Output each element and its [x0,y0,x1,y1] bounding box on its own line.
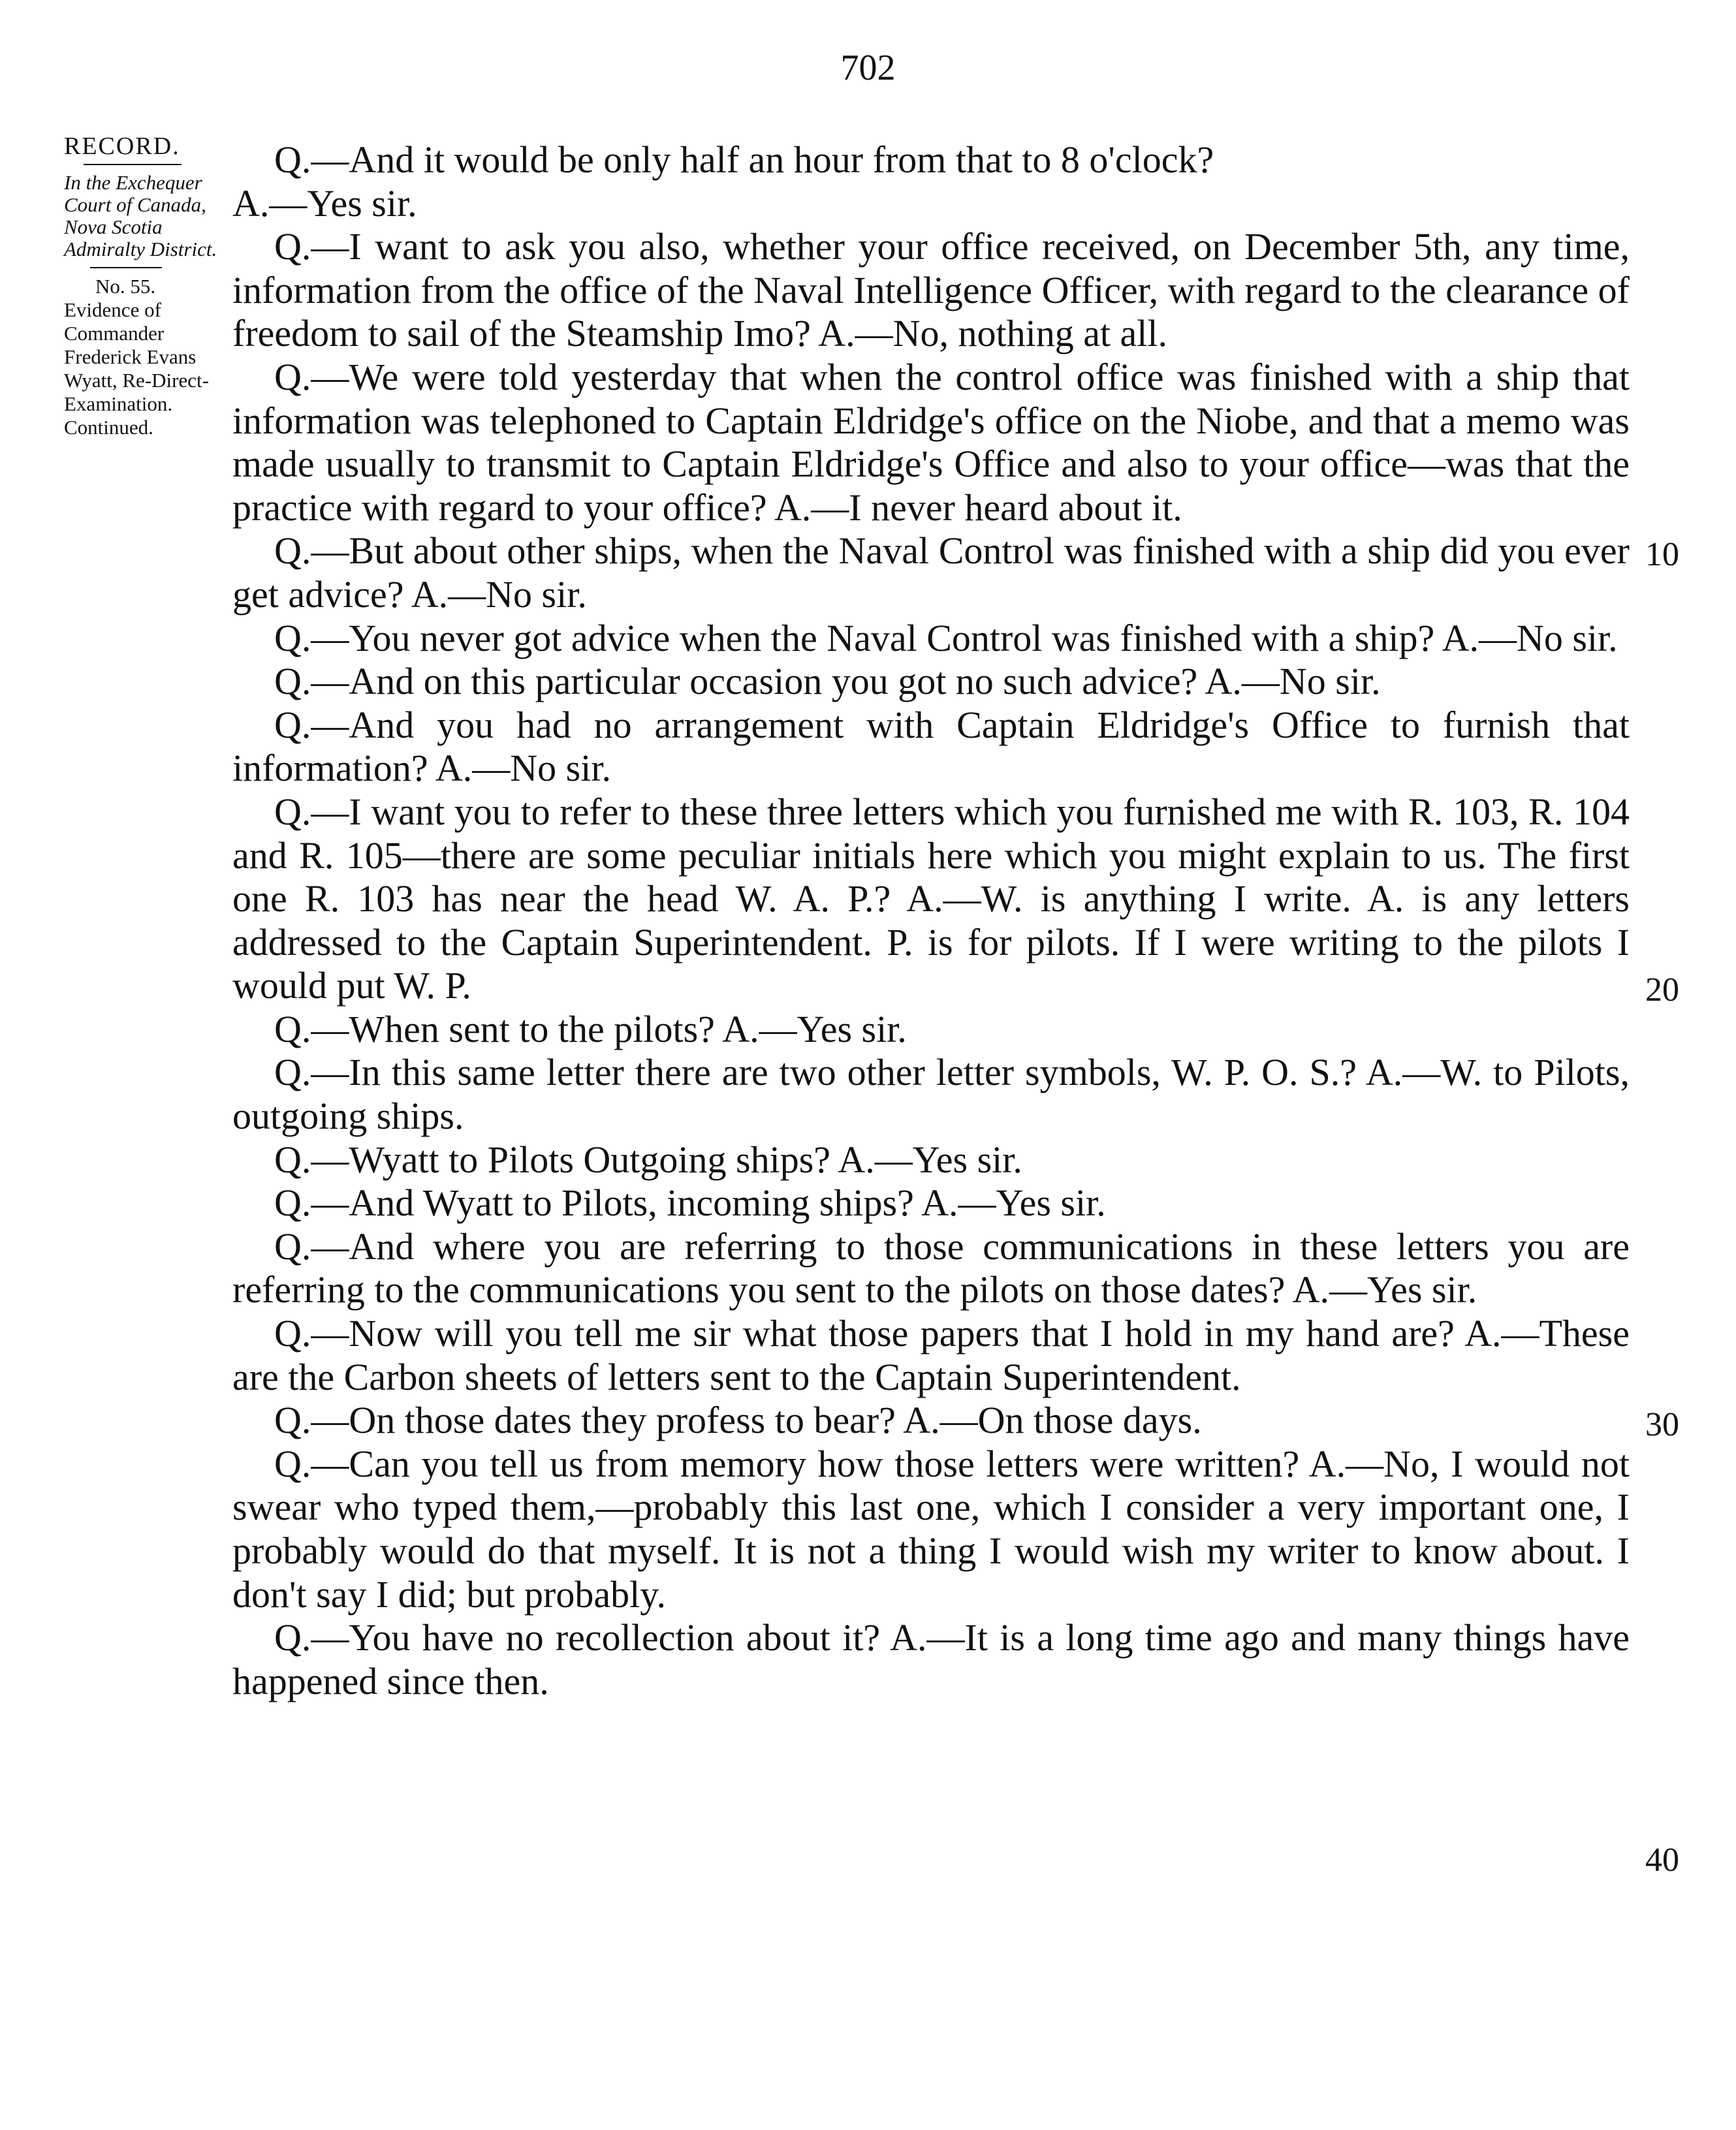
paragraph: Q.—And on this particular occasion you got no such advice? A.—No sir. [274,660,1381,703]
paragraph: Q.—But about other ships, when the Naval Control was finished with a ship did you ever get advice? A.—No sir. [232,529,1630,616]
paragraph: Q.—And Wyatt to Pilots, incoming ships? A.—Yes sir. [274,1182,1106,1225]
paragraph: Q.—We were told yesterday that when the control office was finished with a ship that information was telephoned to Captain Eldridge's office on the Niobe, and that a memo was made usually to transmit to Captain Eldridge's Office and also to your office—was that the practice with regard to your office? A.—I never heard about it. [232,355,1630,529]
paragraph: Q.—I want you to refer to these three letters which you furnished me with R. 103, R. 104 and R. 105—there are some peculiar initials here which you might explain to us. The first one R. 103 has near the head W. A. P.? A.—W. is anything I write. A. is any letters addressed to the Captain Superintendent. P. is for pilots. If I were writing to the pilots I would put W. P. [232,790,1630,1007]
line-number: 20 [1645,971,1679,1009]
exhibit-number: No. 55. [95,275,156,298]
paragraph: Q.—You never got advice when the Naval Control was finished with a ship? A.—No sir. [274,616,1618,659]
testimony-text [232,138,1630,1703]
paragraph: Q.—Can you tell us from memory how those letters were written? A.—No, I would not swear who typed them,—probably this last one, which I consider a very important one, I probably would do that myself. It is not a thing I would wish my writer to know about. I don't say I did; but probably. [232,1442,1630,1616]
line-number: 30 [1645,1406,1679,1443]
margin-sidenote [64,134,240,439]
paragraph: Q.—Wyatt to Pilots Outgoing ships? A.—Yes sir. [274,1138,1022,1181]
paragraph: Q.—Now will you tell me sir what those papers that I hold in my hand are? A.—These are the Carbon sheets of letters sent to the Captain Superintendent. [232,1312,1630,1398]
paragraph: Q.—When sent to the pilots? A.—Yes sir. [274,1007,907,1050]
paragraph: A.—Yes sir. [232,181,417,225]
line-number: 40 [1645,1841,1679,1879]
paragraph: Q.—And where you are referring to those communications in these letters you are referring to the communications you sent to the pilots on those dates? A.—Yes sir. [232,1225,1630,1311]
paragraph: Q.—In this same letter there are two other letter symbols, W. P. O. S.? A.—W. to Pilots, outgoing ships. [232,1051,1630,1138]
court-caption: In the Exchequer Court of Canada, Nova Scotia Admiralty District. [64,171,217,260]
paragraph: Q.—And you had no arrangement with Captain Eldridge's Office to furnish that information? A.—No sir. [232,703,1630,790]
evidence-caption [64,275,240,439]
evidence-description: Evidence of Commander Frederick Evans Wyatt, Re-Direct-Examination. Continued. [64,298,209,439]
paragraph: Q.—On those dates they profess to bear? A.—On those days. [274,1399,1202,1442]
page-number: 702 [840,48,896,88]
paragraph: Q.—I want to ask you also, whether your office received, on December 5th, any time, information from the office of the Naval Intelligence Officer, with regard to the clearance of freedom to sail of the Steamship Imo? A.—No, nothing at all. [232,225,1630,355]
line-number: 10 [1645,536,1679,573]
record-heading: RECORD. [64,133,180,160]
paragraph: Q.—And it would be only half an hour from that to 8 o'clock? [274,138,1214,181]
divider [84,164,181,165]
paragraph: Q.—You have no recollection about it? A.—It is a long time ago and many things have happened since then. [232,1616,1630,1702]
divider [90,267,162,268]
